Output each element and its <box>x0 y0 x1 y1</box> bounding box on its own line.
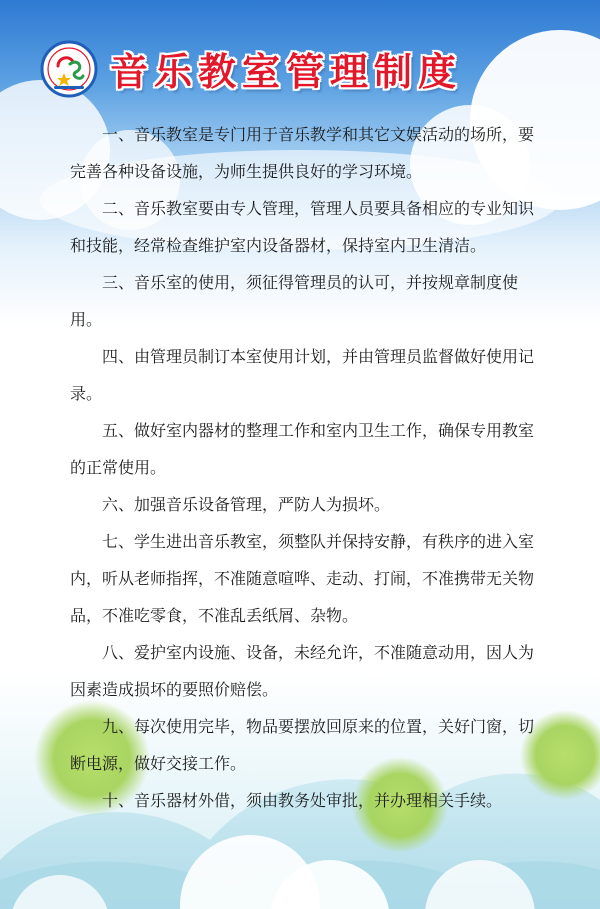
rule-item: 一、音乐教室是专门用于音乐教学和其它文娱活动的场所，要完善各种设备设施，为师生提供良好的学习环境。 <box>70 125 535 181</box>
school-logo-icon <box>40 40 98 98</box>
rule-item: 六、加强音乐设备管理，严防人为损坏。 <box>102 495 391 514</box>
rule-item: 九、每次使用完毕，物品要摆放回原来的位置，关好门窗，切断电源，做好交接工作。 <box>70 717 535 773</box>
rule-item: 五、做好室内器材的整理工作和室内卫生工作，确保专用教室的正常使用。 <box>70 421 535 477</box>
rules-list <box>70 116 540 819</box>
rule-item: 四、由管理员制订本室使用计划，并由管理员监督做好使用记录。 <box>70 347 535 403</box>
rule-item: 二、音乐教室要由专人管理，管理人员要具备相应的专业知识和技能，经常检查维护室内设备器材，保持室内卫生清洁。 <box>70 199 535 255</box>
rule-item: 八、爱护室内设施、设备，未经允许，不准随意动用，因人为因素造成损坏的要照价赔偿。 <box>70 643 535 699</box>
rule-item: 七、学生进出音乐教室，须整队并保持安静，有秩序的进入室内，听从老师指挥，不准随意喧哗、走动、打闹，不准携带无关物品，不准吃零食，不准乱丢纸屑、杂物。 <box>70 532 535 625</box>
rule-item: 三、音乐室的使用，须征得管理员的认可，并按规章制度使用。 <box>70 273 519 329</box>
page-title: 音乐教室管理制度 <box>110 50 463 94</box>
rule-item: 十、音乐器材外借，须由教务处审批，并办理相关手续。 <box>102 791 503 810</box>
